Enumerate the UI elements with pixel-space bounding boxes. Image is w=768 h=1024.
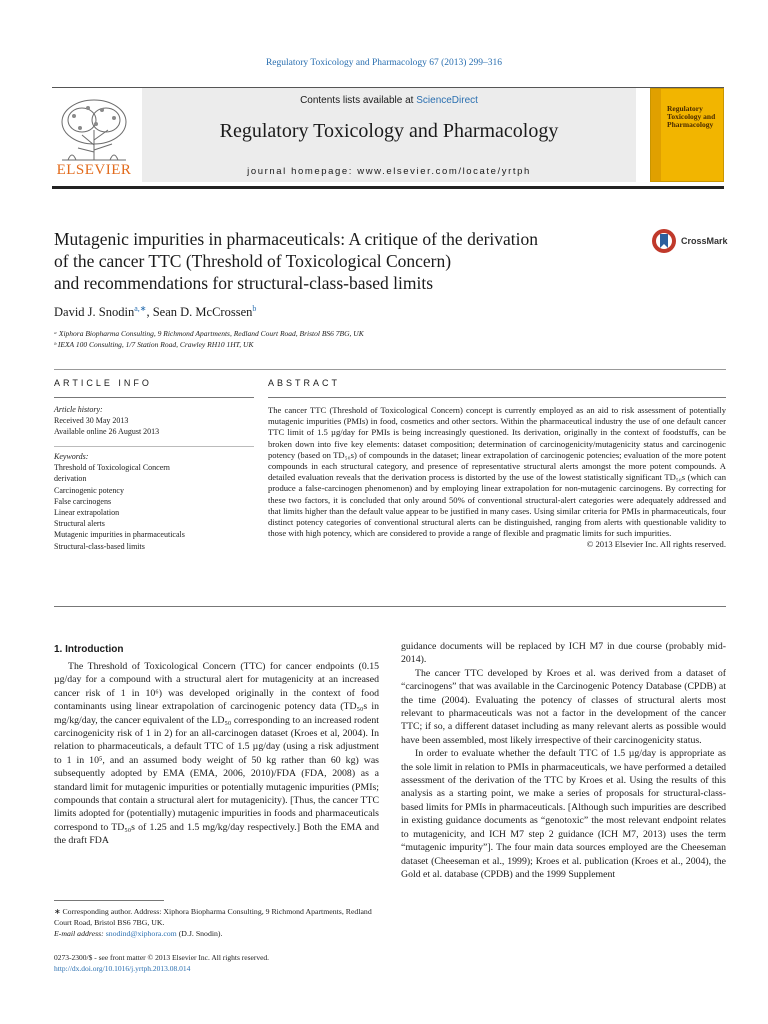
body-paragraph: The Threshold of Toxicological Concern (TTC) for cancer endpoints (0.15 µg/day for a compound with a structural alert for mutagenicity at an increased cancer risk of 1 in 10⁶) was developed originally in the context of food contaminants using linear extrapolation of carcinogenic potency data (TD₅₀s in mg/kg/day, the cancer equivalent of the LD₅₀ corresponding to an increased rodent carcinogenicity risk of 1 in 2) for an all-carcinogen dataset (Kroes et al, 2004). In relation to pharmaceuticals, a default TTC of 1.5 µg/day (using a risk adjustment to 1 in 10⁵, and an assumed body weight of 50 kg rather than 60 kg) was subsequently adopted by EMA (EMA, 2006, 2010)/FDA (FDA, 2008) as a standard limit for mutagenic impurities or potentially mutagenic impurities (PMIs; compounds that contain a structural alert for mutagenicity). [Thus, the cancer TTC limits adopted for (potentially) mutagenic impurities in foods and pharmaceuticals correspond to TD₅₀s of 1.25 and 1.5 mg/kg/day respectively.] Both the EMA and the draft FDA <box>54 661 379 847</box>
keywords-block <box>54 451 254 552</box>
email-suffix: (D.J. Snodin). <box>176 929 223 938</box>
author-affiliation-mark[interactable]: a,∗ <box>134 304 147 313</box>
article-title <box>54 228 634 294</box>
body-paragraph: The cancer TTC developed by Kroes et al. was derived from a dataset of “carcinogens” that was available in the Carcinogenic Potency Database (CPDB) at the time (2004). Evaluating the potency of classes of structural alerts most relevant to pharmaceuticals was not a factor in the development of the cancer TTC; if so, a different dataset including as many relevant alerts as possible would have been assembled, most likely irrespective of their carcinogenicity status. <box>401 667 726 746</box>
title-line: and recommendations for structural-class-based limits <box>54 273 434 293</box>
keywords-rule <box>54 446 254 447</box>
received-date: Received 30 May 2013 <box>54 416 129 426</box>
body-paragraph: guidance documents will be replaced by ICH M7 in due course (probably mid-2014). <box>401 641 726 666</box>
contents-line <box>142 95 636 106</box>
author-affiliation-mark[interactable]: b <box>252 304 257 313</box>
footnote-corresponding: ∗ Corresponding author. Address: Xiphora Biopharma Consulting, 9 Richmond Apartments, Redland Court Road, Bristol BS6 7BG, UK. <box>54 907 372 927</box>
author-line <box>54 304 256 320</box>
author-name: , Sean D. McCrossen <box>146 305 253 320</box>
keyword-item: derivation <box>54 474 87 484</box>
footnote-email-line <box>54 928 379 939</box>
journal-citation[interactable]: Regulatory Toxicology and Pharmacology 67 (2013) 299–316 <box>265 58 503 68</box>
available-date: Available online 26 August 2013 <box>54 427 160 437</box>
section-heading: 1. Introduction <box>54 644 124 655</box>
body-paragraph: In order to evaluate whether the default TTC of 1.5 µg/day is appropriate as the sole limit in relation to PMIs in pharmaceuticals, we have performed a detailed assessment of the derivation of the TTC by Kroes et al. Using the results of this analysis as a starting point, we make a series of proposals for structural-class-based limits for PMIs in pharmaceuticals. [Although such impurities are described in existing guidance documents as “genotoxic” the most relevant endpoint relates to mutagenicity, and ICH M7 step 2 guidance (ICH M7, 2013) uses the term “mutagenic impurity”]. The four main data sources employed are the Cheeseman dataset (Cheeseman et al., 1999); Kroes et al. publication (Kroes et al., 2004), the Gold et al. database (CPDB) and the 1999 Supplement <box>401 748 726 880</box>
section-divider <box>54 369 726 370</box>
journal-cover-thumbnail[interactable] <box>650 88 724 182</box>
keyword-item: Threshold of Toxicological Concern <box>54 463 170 473</box>
cover-stripe <box>651 89 661 181</box>
history-label: Article history: <box>54 405 103 414</box>
abstract-bottom-rule <box>54 606 726 607</box>
doi-link[interactable]: http://dx.doi.org/10.1016/j.yrtph.2013.08.014 <box>54 964 191 973</box>
abstract-block <box>268 405 726 551</box>
cover-title: Regulatory Toxicology and Pharmacology <box>667 104 716 129</box>
title-line: of the cancer TTC (Threshold of Toxicological Concern) <box>54 251 452 271</box>
footnote-rule <box>54 900 164 901</box>
article-info-rule <box>54 397 254 398</box>
keyword-item: Carcinogenic potency <box>54 485 124 495</box>
abstract-heading: ABSTRACT <box>268 378 341 388</box>
article-info-heading: ARTICLE INFO <box>54 378 152 388</box>
affiliation-a: ᵃ Xiphora Biopharma Consulting, 9 Richmond Apartments, Redland Court Road, Bristol BS6 7BG, UK <box>54 329 364 338</box>
author-name: David J. Snodin <box>54 305 135 320</box>
keyword-item: Mutagenic impurities in pharmaceuticals <box>54 530 185 540</box>
keyword-item: Structural alerts <box>54 519 105 529</box>
email-link[interactable]: snodind@xiphora.com <box>105 929 177 938</box>
affiliation-b: ᵇ IEXA 100 Consulting, 1/7 Station Road, Crawley RH10 1HT, UK <box>54 340 254 349</box>
publisher-logo-text: ELSEVIER <box>56 162 132 178</box>
keywords-label: Keywords: <box>54 452 89 461</box>
email-label: E-mail address: <box>54 929 106 938</box>
keyword-item: Linear extrapolation <box>54 508 120 518</box>
abstract-copyright: © 2013 Elsevier Inc. All rights reserved. <box>586 539 726 550</box>
issn-line: 0273-2300/$ - see front matter © 2013 Elsevier Inc. All rights reserved. <box>54 953 270 962</box>
body-column-right <box>401 640 726 881</box>
journal-homepage[interactable]: journal homepage: www.elsevier.com/locate/yrtph <box>247 166 531 177</box>
crossmark-icon <box>651 228 677 254</box>
journal-title: Regulatory Toxicology and Pharmacology <box>219 120 559 142</box>
article-history <box>54 404 254 438</box>
crossmark-badge[interactable] <box>651 228 731 258</box>
title-line: Mutagenic impurities in pharmaceuticals: A critique of the derivation <box>54 229 539 249</box>
abstract-text: The cancer TTC (Threshold of Toxicological Concern) concept is currently employed as an aid to risk assessment of potentially mutagenic impurities (PMIs) in food, cosmetics and other sectors. Within the pharmaceutical industry the use of one default cancer TTC limit of 1.5 µg/day for PMIs is being increasingly questioned. Its derivation, originally in the context of foodstuffs, can be broken down into five key elements: dataset composition; determination of carcinogenicity/mutagenicity status and carcinogenic potency (based on TD₅₀s) of compounds in the dataset; linear extrapolation of carcinogenic potencies; evaluation of the more potent compounds in each structural category, and presence of representative structural alerts amongst the more potent compounds. A detailed evaluation reveals that the derivation process is distorted by the use of the lowest statistically significant TD₅₀s (which can produce a false-carcinogen phenomenon) and by employing linear extrapolation for non-mutagenic carcinogens. By correcting for these two factors, it is concluded that only around 50% of conventional structural-alert categories were adequately addressed and that limits higher than the default value appear to be justified in many cases. Using similar criteria for PMIs in pharmaceuticals, four distinct potency categories of conventional structural alerts can be distinguished, ranging from alerts with questionable validity to those with high potency, which are considered to provide a range of flexible and pragmatic limits for such impurities. <box>268 405 726 539</box>
abstract-rule <box>268 397 726 398</box>
header-bottom-rule <box>52 186 724 189</box>
body-column-left <box>54 660 379 848</box>
keyword-item: False carcinogens <box>54 496 112 506</box>
sciencedirect-link[interactable]: ScienceDirect <box>416 95 478 106</box>
page-footer <box>54 952 269 974</box>
contents-prefix: Contents lists available at <box>300 95 417 106</box>
crossmark-label: CrossMark <box>681 236 728 246</box>
footnote <box>54 906 379 939</box>
keyword-item: Structural-class-based limits <box>54 541 145 551</box>
